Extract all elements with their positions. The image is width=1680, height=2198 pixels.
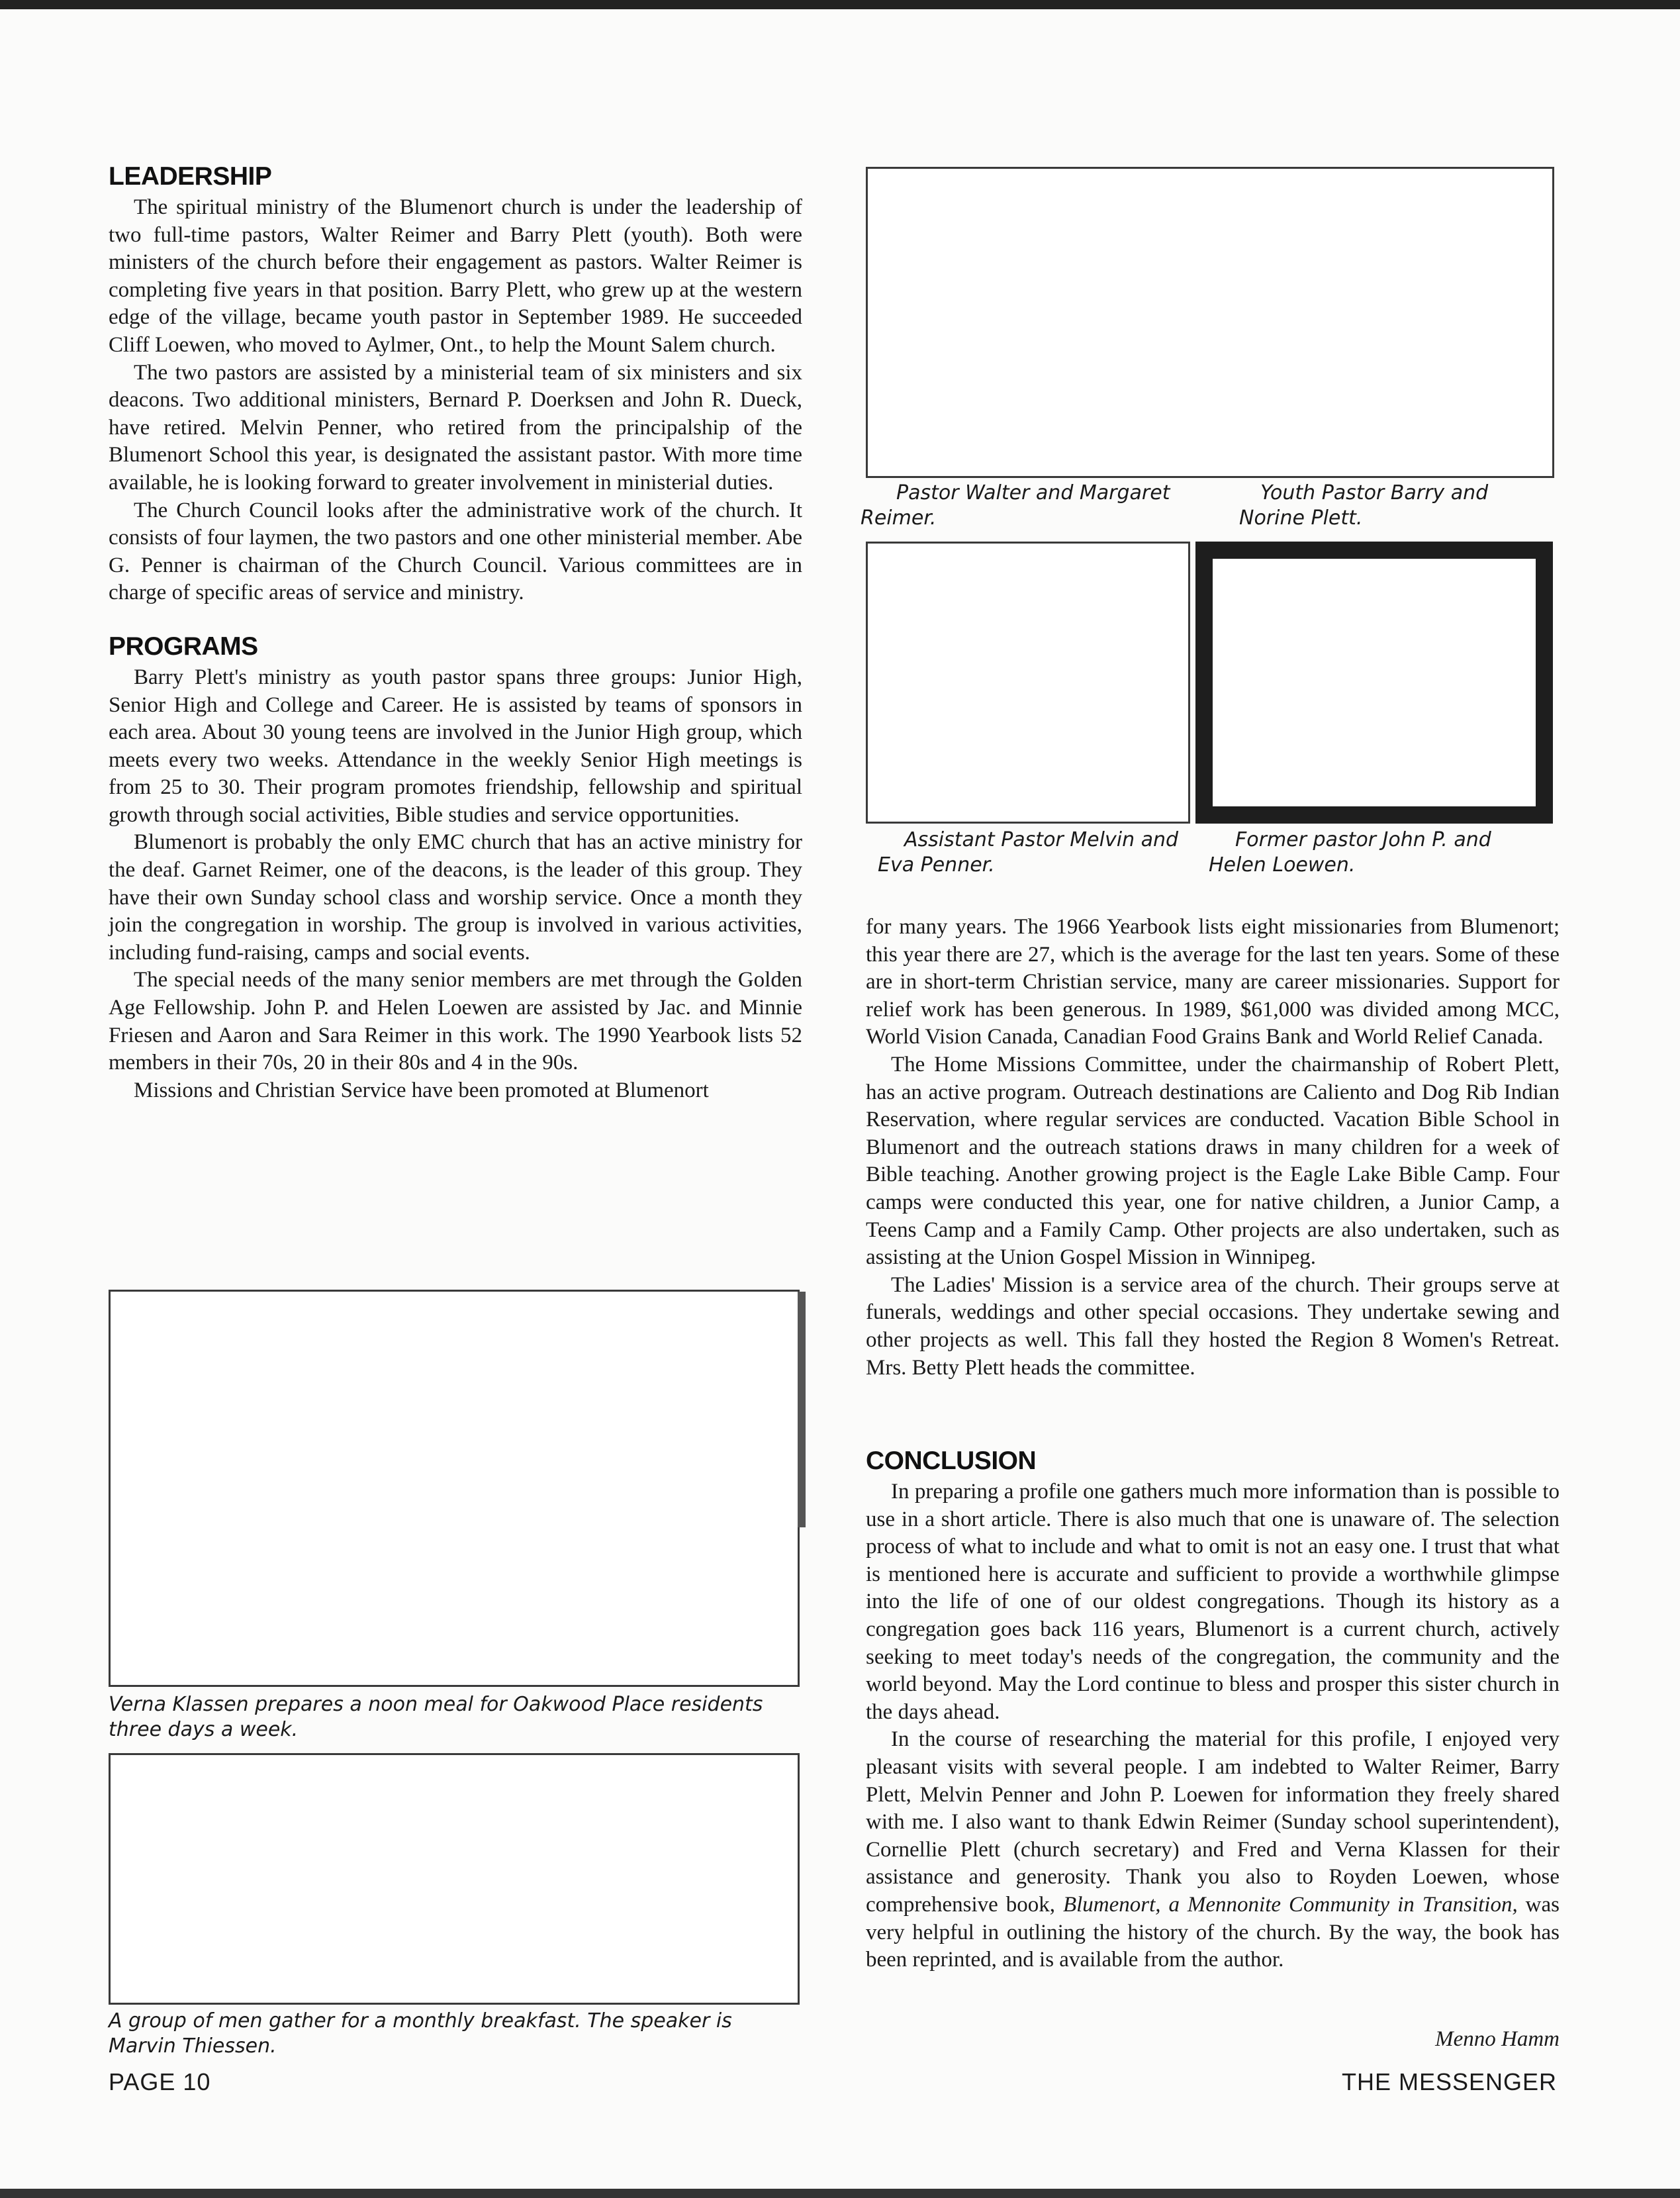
programs-paragraph-4: Missions and Christian Service have been promoted at Blumenort	[134, 1078, 709, 1102]
caption-verna-klassen: Verna Klassen prepares a noon meal for Oakwood Place residents three days a week.	[109, 1693, 763, 1741]
photo-assistant-pastor	[866, 542, 1190, 824]
left-column	[109, 162, 802, 1104]
conclusion-paragraph-1: In preparing a profile one gathers much more information than is possible to use in a short article. There is also much that one is unaware of. The selection process of what to include and what to omit is not an easy one. I trust that what is mentioned here is accurate and sufficient to provide a worthwhile glimpse into the life of one of our oldest congregations. Though its history as a congregation goes back 116 years, Blumenort is a current church, actively seeking to meet today's needs of the congregation, the community and the world beyond. May the Lord continue to bless and prosper this sister church in the days ahead.	[866, 1480, 1560, 1724]
conclusion-column	[866, 1447, 1560, 1974]
photo-former-pastor	[1195, 542, 1553, 824]
caption-youth-pastor: Youth Pastor Barry and Norine Plett.	[1239, 481, 1489, 530]
caption-former-pastor: Former pastor John P. and Helen Loewen.	[1209, 828, 1491, 877]
conclusion-paragraph-2-b: was very helpful in outlining the history of the church. By the way, the book has been reprinted, and is available from the author.	[866, 1892, 1560, 1972]
programs-paragraph-2: Blumenort is probably the only EMC church that has an active ministry for the deaf. Garnet Reimer, one of the deacons, is the leader of this group. They have their own Sunday school class and worship service. Once a month they join the congregation in worship. The group is involved in various activities, including fund-raising, camps and social events.	[109, 830, 802, 965]
missions-paragraph-3: The Ladies' Mission is a service area of the church. Their groups serve at funerals, weddings and other special occasions. They undertake sewing and other projects as well. This fall they hosted the Region 8 Women's Retreat. Mrs. Betty Plett heads the committee.	[866, 1272, 1560, 1380]
book-title: Blumenort, a Mennonite Community in Transition,	[1062, 1892, 1518, 1917]
caption-pastor-walter: Pastor Walter and Margaret Reimer.	[861, 481, 1170, 530]
leadership-paragraph-3: The Church Council looks after the administrative work of the church. It consists of four laymen, the two pastors and one other ministerial member. Abe G. Penner is chairman of the Church Council. Various committees are in charge of specific areas of service and ministry.	[109, 498, 802, 605]
photo-men-breakfast	[109, 1753, 800, 2005]
caption-men-breakfast: A group of men gather for a monthly breakfast. The speaker is Marvin Thiessen.	[109, 2009, 732, 2058]
photo-pastors-top	[866, 167, 1554, 478]
programs-heading: PROGRAMS	[109, 632, 258, 661]
caption-assistant-pastor: Assistant Pastor Melvin and Eva Penner.	[878, 828, 1179, 877]
leadership-heading: LEADERSHIP	[109, 162, 272, 191]
leadership-paragraph-2: The two pastors are assisted by a ministerial team of six ministers and six deacons. Two additional ministers, Bernard P. Doerksen and John R. Dueck, have retired. Melvin Penner, who retired from the principalship of the Blumenort School this year, is designated the assistant pastor. With more time available, he is looking forward to greater involvement in ministerial duties.	[109, 360, 802, 495]
scan-bottom-edge	[0, 2189, 1680, 2198]
publication-name: THE MESSENGER	[1341, 2068, 1557, 2095]
conclusion-paragraph-2-a: In the course of researching the material for this profile, I enjoyed very pleasant visits with several people. I am indebted to Walter Reimer, Barry Plett, Melvin Penner and John P. Loewen for information they freely shared with me. I also want to thank Edwin Reimer (Sunday school superintendent), Cornellie Plett (church secretary) and Fred and Verna Klassen for their assistance and generosity. Thank you also to Royden Loewen, whose comprehensive book,	[866, 1727, 1560, 1917]
conclusion-paragraph-2	[866, 1726, 1560, 1974]
leadership-paragraph-1: The spiritual ministry of the Blumenort church is under the leadership of two full-time pastors, Walter Reimer and Barry Plett (youth). Both were ministers of the church before their engagement as pastors. Walter Reimer is completing five years in that position. Barry Plett, who grew up at the western edge of the village, became youth pastor in September 1989. He succeeded Cliff Loewen, who moved to Aylmer, Ont., to help the Mount Salem church.	[109, 195, 802, 357]
missions-paragraph-1: for many years. The 1966 Yearbook lists eight missionaries from Blumenort; this year there are 27, which is the average for the last ten years. Some of these are in short-term Christian service, many are career missionaries. Support for relief work has been generous. In 1989, $61,000 was divided among MCC, World Vision Canada, Canadian Food Grains Bank and World Relief Canada.	[866, 915, 1560, 1049]
right-column	[866, 914, 1560, 1382]
author-signature: Menno Hamm	[1435, 2027, 1560, 2051]
scan-top-edge	[0, 0, 1680, 9]
programs-paragraph-3: The special needs of the many senior members are met through the Golden Age Fellowship. John P. and Helen Loewen are assisted by Jac. and Minnie Friesen and Aaron and Sara Reimer in this work. The 1990 Yearbook lists 52 members in their 70s, 20 in their 80s and 4 in the 90s.	[109, 968, 802, 1075]
missions-paragraph-2: The Home Missions Committee, under the chairmanship of Robert Plett, has an active program. Outreach destinations are Caliento and Dog Rib Indian Reservation, where regular services are conducted. Vacation Bible School in Blumenort and the outreach stations draws in many children for a week of Bible teaching. Another growing project is the Eagle Lake Bible Camp. Four camps were conducted this year, one for native children, a Junior Camp, a Teens Camp and a Family Camp. Other projects are also undertaken, such as assisting at the Union Gospel Mission in Winnipeg.	[866, 1052, 1560, 1270]
programs-paragraph-1: Barry Plett's ministry as youth pastor spans three groups: Junior High, Senior High and College and Career. He is assisted by teams of sponsors in each area. About 30 young teens are involved in the Junior High group, which meets every two weeks. Attendance in the weekly Senior High meetings is from 25 to 30. Their program promotes friendship, fellowship and spiritual growth through social activities, Bible studies and service opportunities.	[109, 665, 802, 827]
page-number: PAGE 10	[109, 2068, 211, 2095]
conclusion-heading: CONCLUSION	[866, 1447, 1037, 1475]
photo-verna-klassen	[109, 1290, 800, 1687]
